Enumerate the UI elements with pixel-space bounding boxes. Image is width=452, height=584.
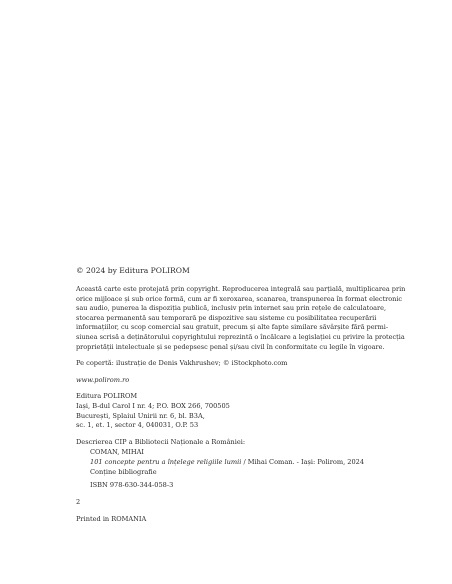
publisher-address [76, 392, 376, 430]
legal-line: orice mijloace și sub orice formă, cum ar fi xeroxarea, scanarea, transpunerea în format electronic [76, 294, 403, 303]
cip-author: COMAN, MIHAI [90, 448, 144, 457]
cip-record [76, 448, 376, 490]
printed-in: Printed in ROMANIA [76, 515, 147, 524]
isbn: ISBN 978-630-344-058-3 [90, 481, 174, 490]
legal-line: siunea scrisă a deținătorului copyrightului reprezintă o încălcare a legislației cu privire la protecția [76, 332, 405, 341]
cip-book-title: 101 concepte pentru a înțelege religiile lumii [90, 457, 242, 466]
legal-line: informațiilor, cu scop comercial sau gratuit, precum și alte fapte similare săvârșite fără permi- [76, 323, 389, 332]
page-number: 2 [76, 497, 81, 506]
cip-heading: Descrierea CIP a Bibliotecii Naționale a României: [76, 437, 246, 446]
cip-bibliography: Conține bibliografie [90, 467, 157, 476]
legal-line: sau audio, punerea la dispoziția publică, inclusiv prin internet sau prin rețele de calculatoare, [76, 304, 387, 313]
cip-title-line [90, 458, 376, 468]
publisher-address-line: sc. 1, et. 1, sector 4, 040031, O.P. 53 [76, 421, 199, 430]
publisher-name: Editura POLIROM [76, 392, 138, 401]
website-link: www.polirom.ro [76, 375, 130, 384]
cover-credit: Pe copertă: ilustrație de Denis Vakhrushev; © iStockphoto.com [76, 359, 288, 368]
publisher-address-line: București, Splaiul Unirii nr. 6, bl. B3A, [76, 411, 205, 420]
copyright-block [76, 266, 406, 525]
copyright-notice: © 2024 by Editura POLIROM [76, 266, 190, 275]
publisher-address-line: Iași, B-dul Carol I nr. 4; P.O. BOX 266, 700505 [76, 401, 230, 410]
legal-line: stocarea permanentă sau temporară pe dispozitive sau sisteme cu posibilitatea recuperării [76, 313, 377, 322]
legal-line: Această carte este protejată prin copyright. Reproducerea integrală sau parțială, multiplicarea prin [76, 285, 406, 293]
legal-line: proprietății intelectuale și se pedepsesc penal și/sau civil în conformitate cu legile în vigoare. [76, 342, 385, 351]
legal-notice [76, 285, 406, 352]
cip-title-details: / Mihai Coman. - Iași: Polirom, 2024 [241, 457, 365, 466]
